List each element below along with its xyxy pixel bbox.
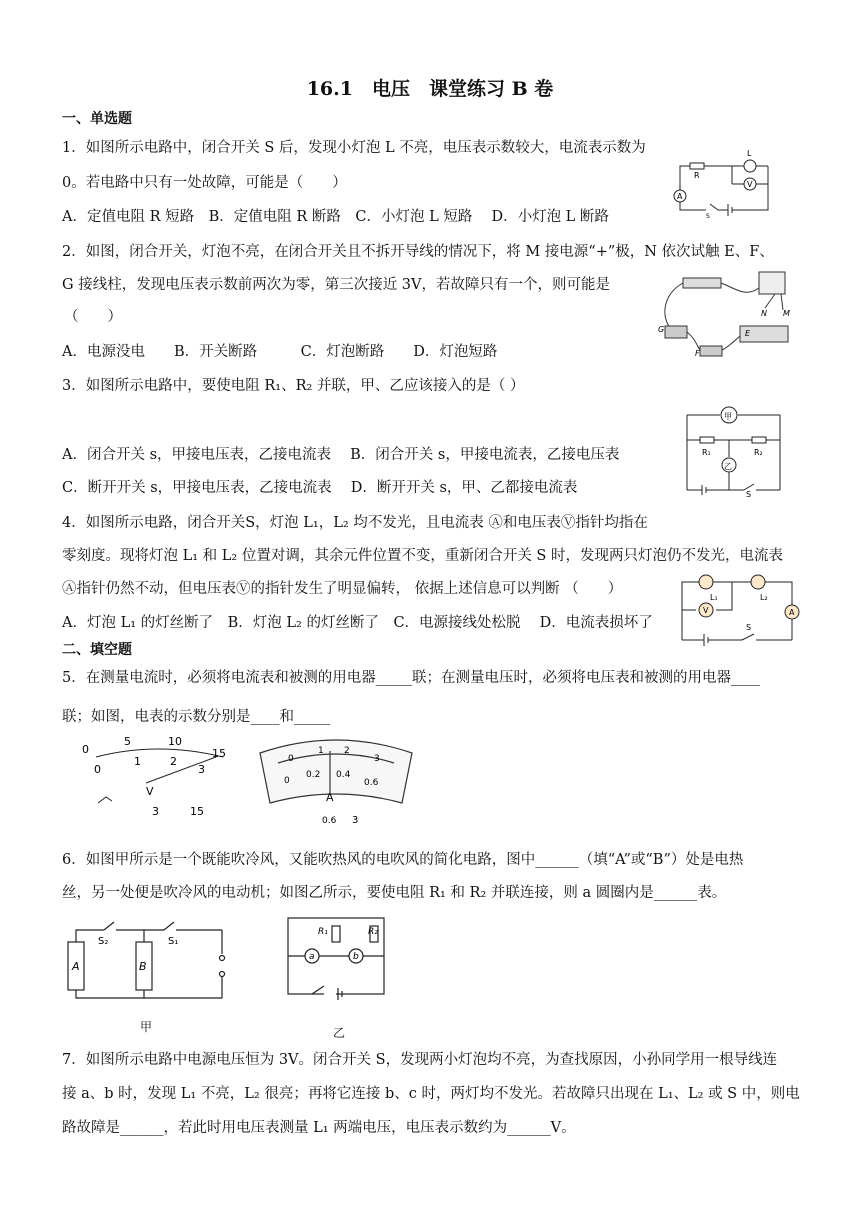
fig1-switch-label: S bbox=[706, 213, 710, 218]
section-heading-single-choice: 一、单选题 bbox=[62, 111, 132, 127]
fig4-voltmeter-label: V bbox=[703, 606, 709, 615]
ascale-top-2: 2 bbox=[344, 746, 350, 756]
fig4-L2-label: L₂ bbox=[760, 593, 768, 602]
fig1-ammeter-label: A bbox=[677, 192, 683, 201]
question-3-options-2: C．断开开关 s，甲接电压表，乙接电流表 D．断开开关 s，甲、乙都接电流表 bbox=[62, 480, 578, 496]
ascale-bot-02: 0.2 bbox=[306, 770, 321, 780]
fig3-R1-label: R₁ bbox=[702, 448, 711, 457]
fig6-S2-label: S₂ bbox=[98, 936, 109, 947]
fig1-voltmeter-label: V bbox=[747, 180, 753, 189]
section-heading-fill-in: 二、填空题 bbox=[62, 642, 132, 658]
fig3-yi-label: 乙 bbox=[724, 462, 732, 471]
fig6-R1-label: R₁ bbox=[318, 927, 328, 937]
voltmeter-term-3: 3 bbox=[152, 805, 159, 818]
vscale-top-5: 5 bbox=[124, 735, 131, 748]
question-3-circuit-figure bbox=[682, 405, 787, 497]
question-1-stem-line1: 1．如图所示电路中，闭合开关 S 后，发现小灯泡 L 不亮，电压表示数较大，电流表示数为 bbox=[62, 140, 646, 156]
fig2-E-label: E bbox=[745, 329, 751, 338]
fig6-B-box-label: B bbox=[139, 960, 147, 973]
fig3-S-label: S bbox=[746, 490, 752, 497]
ascale-top-0: 0 bbox=[288, 754, 294, 764]
figure-caption-yi: 乙 bbox=[333, 1026, 346, 1040]
fig4-S-label: S bbox=[746, 623, 752, 632]
question-4-circuit-figure bbox=[674, 570, 804, 650]
question-1-circuit-figure bbox=[670, 148, 780, 218]
vscale-bot-0: 0 bbox=[94, 763, 101, 776]
question-2-stem-line3: （ ） bbox=[64, 309, 122, 325]
voltmeter-term-15: 15 bbox=[190, 805, 204, 818]
question-5-stem-line1: 5．在测量电流时，必须将电流表和被测的用电器_____联；在测量电压时，必须将电压表和被测的用电器____ bbox=[62, 670, 760, 686]
ascale-bot-04: 0.4 bbox=[336, 770, 351, 780]
vscale-bot-2: 2 bbox=[170, 755, 177, 768]
fig2-F-label: F bbox=[695, 349, 700, 358]
fig2-G-label: G bbox=[658, 325, 665, 334]
question-1-options: A．定值电阻 R 短路 B．定值电阻 R 断路 C．小灯泡 L 短路 D．小灯泡 L 断路 bbox=[62, 209, 609, 225]
vscale-top-0: 0 bbox=[82, 743, 89, 756]
question-1-stem-line2: 0。若电路中只有一处故障，可能是（ ） bbox=[62, 175, 347, 191]
ammeter-term-06: 0.6 bbox=[322, 816, 337, 826]
question-3-options-1: A．闭合开关 s，甲接电压表，乙接电流表 B．闭合开关 s，甲接电流表，乙接电压表 bbox=[62, 447, 620, 463]
vscale-top-15: 15 bbox=[212, 747, 226, 760]
fig4-ammeter-label: A bbox=[789, 608, 795, 617]
fig1-lamp-label: L bbox=[747, 149, 752, 158]
fig6-b-label: b bbox=[353, 952, 359, 962]
figure-caption-jia: 甲 bbox=[140, 1020, 153, 1034]
question-2-stem-line1: 2．如图，闭合开关，灯泡不亮，在闭合开关且不拆开导线的情况下，将 M 接电源“+”极，N 依次试触 E、F、 bbox=[62, 244, 774, 260]
question-6-jia-circuit-figure bbox=[64, 912, 234, 1008]
question-5-voltmeter-figure bbox=[78, 733, 238, 823]
question-5-ammeter-figure bbox=[256, 733, 416, 828]
fig1-resistor-label: R bbox=[694, 171, 700, 180]
question-7-stem-line3: 路故障是______，若此时用电压表测量 L₁ 两端电压，电压表示数约为______V。 bbox=[62, 1120, 576, 1136]
ascale-top-3: 3 bbox=[374, 754, 380, 764]
question-7-stem-line2: 接 a、b 时，发现 L₁ 不亮，L₂ 很亮；再将它连接 b、c 时，两灯均不发光。若故障只出现在 L₁、L₂ 或 S 中，则电 bbox=[62, 1086, 800, 1102]
fig6-R2-label: R₂ bbox=[368, 927, 378, 937]
question-2-stem-line2: G 接线柱，发现电压表示数前两次为零，第三次接近 3V，若故障只有一个，则可能是 bbox=[62, 277, 610, 293]
question-2-options: A．电源没电 B．开关断路 C．灯泡断路 D．灯泡短路 bbox=[62, 344, 498, 360]
ammeter-A-label: A bbox=[326, 791, 334, 804]
question-4-stem-line1: 4．如图所示电路，闭合开关S，灯泡 L₁，L₂ 均不发光，且电流表 Ⓐ和电压表Ⓥ指针均指在 bbox=[62, 515, 648, 531]
ascale-bot-06: 0.6 bbox=[364, 778, 379, 788]
question-6-stem-line2: 丝，另一处便是吹冷风的电动机；如图乙所示，要使电阻 R₁ 和 R₂ 并联连接，则 a 圆圈内是______表。 bbox=[62, 885, 727, 901]
vscale-bot-1: 1 bbox=[134, 755, 141, 768]
voltmeter-V-label: V bbox=[146, 785, 154, 798]
question-2-apparatus-figure bbox=[655, 268, 795, 368]
fig6-S1-label: S₁ bbox=[168, 936, 179, 947]
fig4-L1-label: L₁ bbox=[710, 593, 718, 602]
question-4-stem-line3: Ⓐ指针仍然不动，但电压表Ⓥ的指针发生了明显偏转， 依据上述信息可以判断 （ ） bbox=[62, 581, 623, 597]
ascale-bot-0: 0 bbox=[284, 776, 290, 786]
question-3-stem: 3．如图所示电路中，要使电阻 R₁、R₂ 并联，甲、乙应该接入的是（ ） bbox=[62, 378, 525, 394]
page-title: 16.1 电压 课堂练习 B 卷 bbox=[306, 78, 554, 100]
fig2-M-label: M bbox=[783, 309, 790, 318]
vscale-top-10: 10 bbox=[168, 735, 182, 748]
ammeter-term-3: 3 bbox=[352, 815, 359, 826]
ascale-top-1: 1 bbox=[318, 746, 324, 756]
question-5-stem-line2: 联；如图，电表的示数分别是____和_____ bbox=[62, 709, 331, 725]
fig3-R2-label: R₂ bbox=[754, 448, 763, 457]
fig2-N-label: N bbox=[761, 309, 767, 318]
fig3-jia-label: 甲 bbox=[724, 412, 732, 421]
question-4-options: A．灯泡 L₁ 的灯丝断了 B．灯泡 L₂ 的灯丝断了 C．电源接线处松脱 D．电流表损坏了 bbox=[62, 615, 653, 631]
fig6-a-label: a bbox=[309, 952, 315, 962]
question-7-stem-line1: 7．如图所示电路中电源电压恒为 3V。闭合开关 S，发现两小灯泡均不亮，为查找原因，小孙同学用一根导线连 bbox=[62, 1052, 778, 1068]
fig6-A-box-label: A bbox=[72, 960, 80, 973]
question-4-stem-line2: 零刻度。现将灯泡 L₁ 和 L₂ 位置对调，其余元件位置不变，重新闭合开关 S 时，发现两只灯泡仍不发光，电流表 bbox=[62, 548, 783, 564]
question-6-yi-circuit-figure bbox=[282, 912, 392, 1002]
question-6-stem-line1: 6．如图甲所示是一个既能吹冷风，又能吹热风的电吹风的简化电路，图中______（填“A”或“B”）处是电热 bbox=[62, 852, 744, 868]
vscale-bot-3: 3 bbox=[198, 763, 205, 776]
